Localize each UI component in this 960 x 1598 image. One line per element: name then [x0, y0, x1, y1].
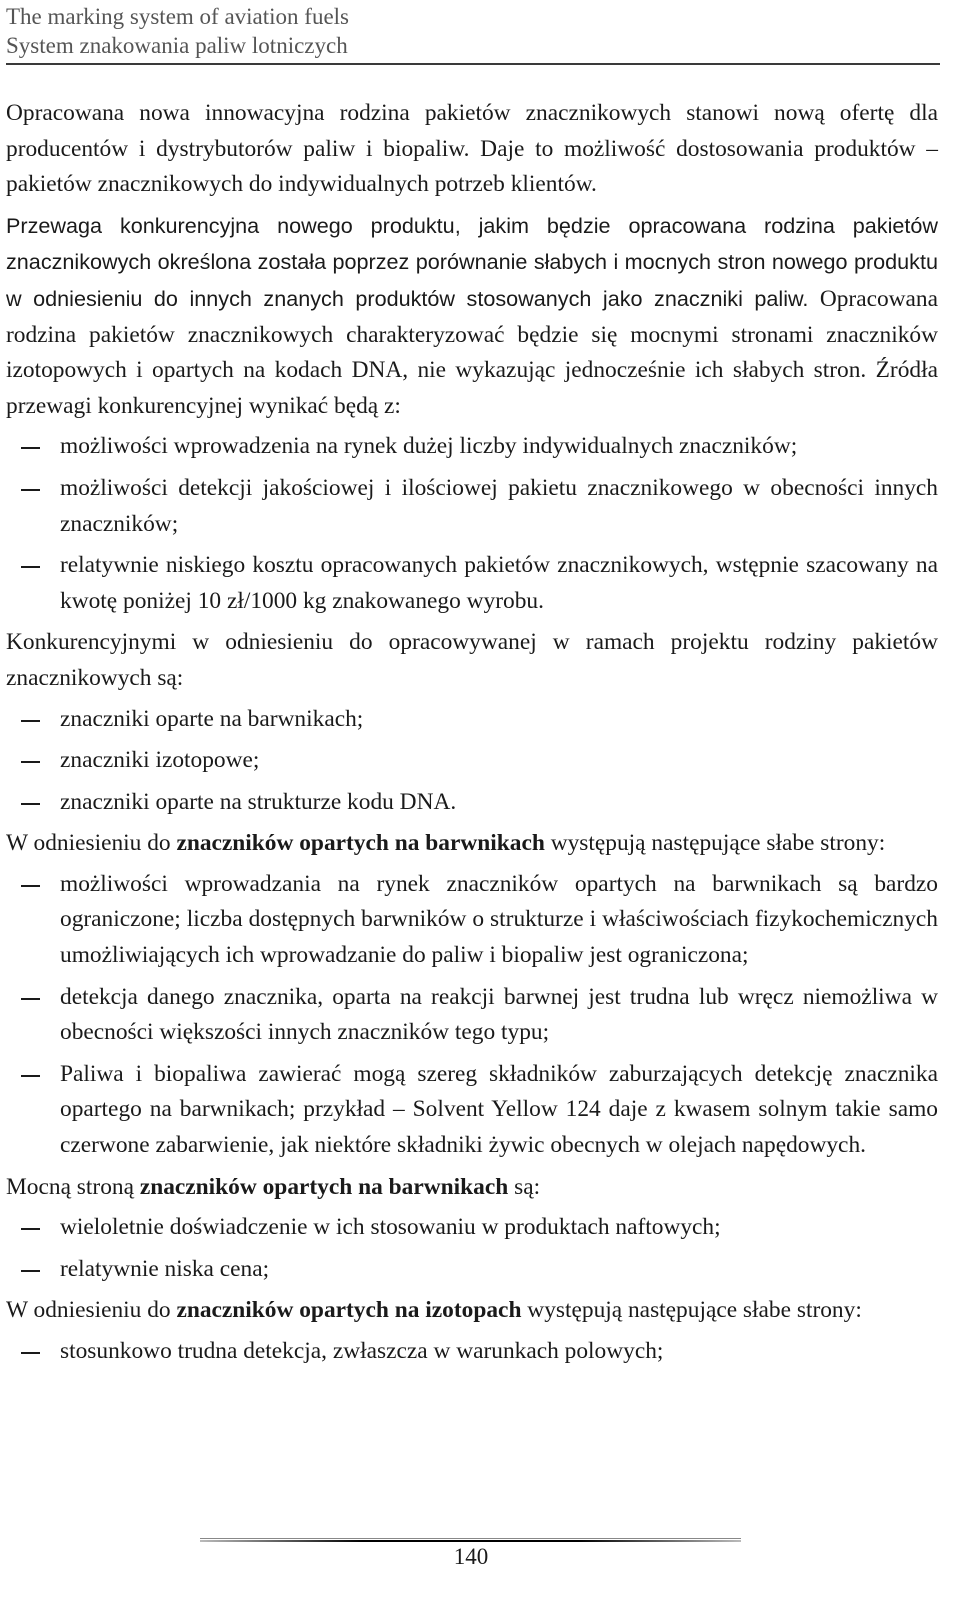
document-body: [6, 96, 938, 1376]
dash-bullet-icon: [6, 1334, 60, 1370]
bold-term: znaczników opartych na barwnikach: [139, 1173, 509, 1200]
header-title-pl: System znakowania paliw lotniczych: [6, 33, 348, 58]
bold-term: znaczników opartych na izotopach: [176, 1297, 522, 1324]
list-item: znaczniki izotopowe;: [6, 743, 938, 779]
dash-bullet-icon: [6, 867, 60, 974]
isotope-weaknesses-list: [6, 1334, 938, 1370]
list-item: możliwości wprowadzenia na rynek dużej liczby indywidualnych znaczników;: [6, 429, 938, 465]
list-item: znaczniki oparte na strukturze kodu DNA.: [6, 785, 938, 821]
paragraph-isotope-weaknesses: W odniesieniu do znaczników opartych na izotopach występują następujące słabe strony:: [6, 1297, 862, 1324]
paragraph-competitors: Konkurencyjnymi w odniesieniu do opracowywanej w ramach projektu rodziny pakietów znacznikowych są:: [6, 629, 938, 691]
bold-term: znaczników opartych na barwnikach: [176, 830, 545, 857]
paragraph-intro: Opracowana nowa innowacyjna rodzina pakietów znacznikowych stanowi nową ofertę dla producentów i dystrybutorów paliw i biopaliw. Daje to możliwość dostosowania produktów – pakietów znacznikowych do indywidualnych potrzeb klientów.: [6, 100, 938, 198]
dash-bullet-icon: [6, 1252, 60, 1288]
paragraph-advantage-sans-text: Przewaga konkurencyjna nowego produktu, jakim będzie opracowana rodzina pakietów znacznikowych określona została poprzez porównanie słabych i mocnych stron nowego produktu w odniesieniu do innych znanych produktów stosowanych jako znaczniki paliw.: [6, 212, 938, 311]
list-item: relatywnie niskiego kosztu opracowanych pakietów znacznikowych, wstępnie szacowany na kwotę poniżej 10 zł/1000 kg znakowanego wyrobu.: [6, 548, 938, 619]
header-title-en: The marking system of aviation fuels: [6, 4, 350, 29]
running-header: [6, 2, 940, 65]
dash-bullet-icon: [6, 702, 60, 738]
paragraph-dye-weaknesses: W odniesieniu do znaczników opartych na barwnikach występują następujące słabe strony:: [6, 830, 886, 857]
list-item: Paliwa i biopaliwa zawierać mogą szereg składników zaburzających detekcję znacznika opartego na barwnikach; przykład – Solvent Yellow 124 daje z kwasem solnym takie samo czerwone zabarwienie, jak niektóre składniki żywic obecnych w olejach napędowych.: [6, 1057, 938, 1164]
competitors-list: [6, 702, 938, 821]
dye-weaknesses-list: [6, 867, 938, 1164]
list-item: możliwości detekcji jakościowej i ilościowej pakietu znacznikowego w obecności innych znaczników;: [6, 471, 938, 542]
dash-bullet-icon: [6, 471, 60, 542]
dash-bullet-icon: [6, 1210, 60, 1246]
dash-bullet-icon: [6, 429, 60, 465]
dash-bullet-icon: [6, 980, 60, 1051]
dye-strengths-list: [6, 1210, 938, 1287]
page-number: 140: [453, 1544, 489, 1569]
paragraph-advantage-serif-text: Opracowana rodzina pakietów znacznikowych charakteryzować będzie się mocnymi stronami znaczników izotopowych i opartych na kodach DNA, nie wykazując jednocześnie ich słabych stron. Źródła przewagi konkurencyjnej wynikać będą z:: [6, 285, 938, 419]
paragraph-dye-strengths: Mocną stroną znaczników opartych na barwnikach są:: [6, 1173, 541, 1200]
list-item: detekcja danego znacznika, oparta na reakcji barwnej jest trudna lub wręcz niemożliwa w obecności większości innych znaczników tego typu;: [6, 980, 938, 1051]
paragraph-competitive-advantage: [6, 208, 938, 425]
dash-bullet-icon: [6, 548, 60, 619]
list-item: wieloletnie doświadczenie w ich stosowaniu w produktach naftowych;: [6, 1210, 938, 1246]
footer-rule: [200, 1538, 741, 1539]
dash-bullet-icon: [6, 743, 60, 779]
advantages-list: [6, 429, 938, 619]
dash-bullet-icon: [6, 1057, 60, 1164]
dash-bullet-icon: [6, 785, 60, 821]
list-item: znaczniki oparte na barwnikach;: [6, 702, 938, 738]
list-item: możliwości wprowadzania na rynek znaczników opartych na barwnikach są bardzo ograniczone; liczba dostępnych barwników o strukturze i właściwościach fizykochemicznych umożliwiających ich wprowadzanie do paliw i biopaliw jest ograniczona;: [6, 867, 938, 974]
list-item: relatywnie niska cena;: [6, 1252, 938, 1288]
list-item: stosunkowo trudna detekcja, zwłaszcza w warunkach polowych;: [6, 1334, 938, 1370]
